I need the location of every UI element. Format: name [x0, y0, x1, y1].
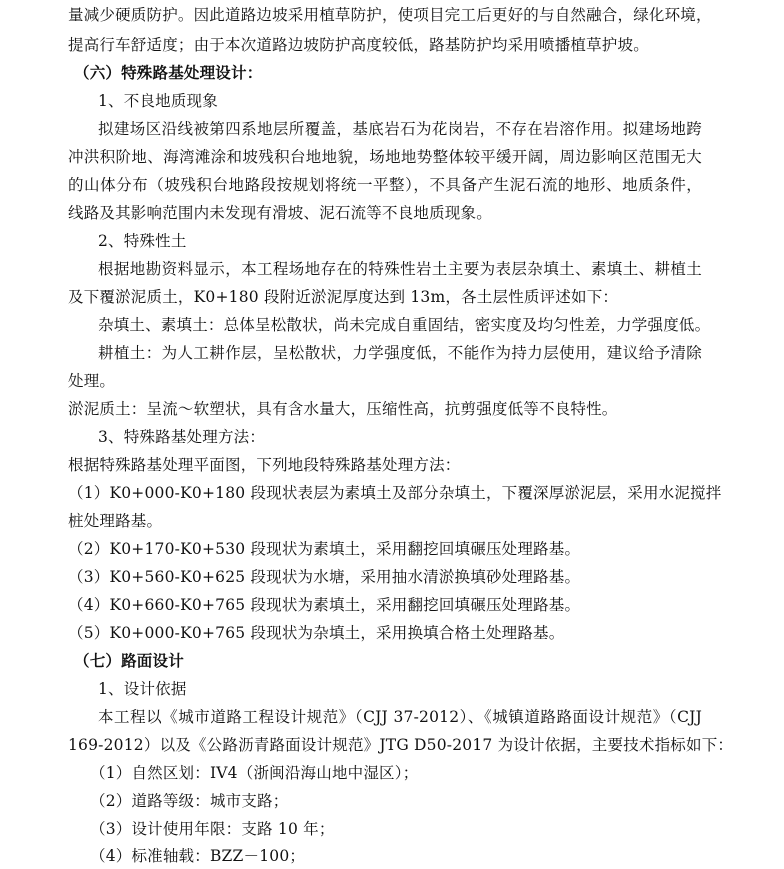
subsection-heading: [0, 228, 784, 254]
subsection-heading: [0, 676, 784, 702]
heading-text: （六）特殊路基处理设计：: [74, 64, 263, 82]
line-text: （2）K0+170-K0+530 段现状为素填土，采用翻挖回填碾压处理路基。: [68, 540, 581, 558]
line-text: 根据地勘资料显示，本工程场地存在的特殊性岩土主要为表层杂填土、素填土、耕植土: [98, 260, 702, 278]
line-text: （4）K0+660-K0+765 段现状为素填土，采用翻挖回填碾压处理路基。: [68, 596, 581, 614]
line-text: （3）设计使用年限：支路 10 年；: [90, 820, 335, 838]
line-text: 拟建场区沿线被第四系地层所覆盖，基底岩石为花岗岩，不存在岩溶作用。拟建场地跨: [98, 120, 702, 138]
paragraph-line: [0, 452, 784, 478]
list-item: [0, 620, 784, 646]
paragraph-line: [0, 32, 784, 58]
subsection-heading: [0, 424, 784, 450]
paragraph-line: [0, 116, 784, 142]
list-item: [0, 480, 784, 506]
paragraph-line: [0, 284, 784, 310]
line-text: 耕植土：为人工耕作层，呈松散状，力学强度低，不能作为持力层使用，建议给予清除: [98, 344, 702, 362]
section-heading: [0, 60, 784, 86]
line-text: 量减少硬质防护。因此道路边坡采用植草防护，使项目完工后更好的与自然融合，绿化环境，: [68, 6, 712, 24]
line-text: 本工程以《城市道路工程设计规范》（CJJ 37-2012）、《城镇道路路面设计规范》（CJJ: [98, 708, 702, 726]
line-text: （3）K0+560-K0+625 段现状为水塘，采用抽水清淤换填砂处理路基。: [68, 568, 581, 586]
heading-text: 1、不良地质现象: [98, 92, 218, 110]
paragraph-line: [0, 200, 784, 226]
paragraph-line: [0, 256, 784, 282]
paragraph-line: [0, 340, 784, 366]
paragraph-line: [0, 172, 784, 198]
line-text: 根据特殊路基处理平面图，下列地段特殊路基处理方法：: [68, 456, 461, 474]
line-text: （1）K0+000-K0+180 段现状表层为素填土及部分杂填土，下覆深厚淤泥层，采用水泥搅拌: [68, 484, 722, 502]
line-text: 桩处理路基。: [68, 512, 163, 530]
line-text: （5）K0+000-K0+765 段现状为杂填土，采用换填合格土处理路基。: [68, 624, 565, 642]
line-text: 提高行车舒适度；由于本次道路边坡防护高度较低，路基防护均采用喷播植草护坡。: [68, 36, 649, 54]
list-item: [0, 536, 784, 562]
subsection-heading: [0, 88, 784, 114]
heading-text: 1、设计依据: [98, 680, 187, 698]
line-text: 的山体分布（坡残积台地路段按规划将统一平整），不具备产生泥石流的地形、地质条件，: [68, 176, 702, 194]
paragraph-line: [0, 2, 784, 28]
line-text: 冲洪积阶地、海湾滩涂和坡残积台地地貌，场地地势整体较平缓开阔，周边影响区范围无大: [68, 148, 702, 166]
list-item: [0, 843, 784, 869]
paragraph-line: [0, 732, 784, 758]
line-text: 杂填土、素填土：总体呈松散状，尚未完成自重固结，密实度及均匀性差，力学强度低。: [98, 316, 711, 334]
line-text: 169-2012）以及《公路沥青路面设计规范》JTG D50-2017 为设计依据，主要技术指标如下：: [68, 736, 734, 754]
list-item: [0, 760, 784, 786]
paragraph-line: [0, 704, 784, 730]
list-item-continuation: [0, 508, 784, 534]
line-text: （1）自然区划：IV4（浙闽沿海山地中湿区）；: [90, 764, 419, 782]
paragraph-line: [0, 396, 784, 422]
heading-text: 3、特殊路基处理方法：: [98, 428, 266, 446]
list-item: [0, 816, 784, 842]
line-text: 淤泥质土：呈流～软塑状，具有含水量大，压缩性高，抗剪强度低等不良特性。: [68, 400, 618, 418]
heading-text: （七）路面设计: [74, 652, 184, 670]
section-heading: [0, 648, 784, 674]
line-text: （4）标准轴载：BZZ－100；: [90, 847, 306, 865]
paragraph-line: [0, 144, 784, 170]
heading-text: 2、特殊性土: [98, 232, 187, 250]
line-text: 线路及其影响范围内未发现有滑坡、泥石流等不良地质现象。: [68, 204, 492, 222]
paragraph-line: [0, 368, 784, 394]
paragraph-line: [0, 312, 784, 338]
line-text: 处理。: [68, 372, 116, 390]
list-item: [0, 564, 784, 590]
line-text: （2）道路等级：城市支路；: [90, 792, 289, 810]
line-text: 及下覆淤泥质土，K0+180 段附近淤泥厚度达到 13m，各土层性质评述如下：: [68, 288, 619, 306]
list-item: [0, 788, 784, 814]
list-item: [0, 592, 784, 618]
